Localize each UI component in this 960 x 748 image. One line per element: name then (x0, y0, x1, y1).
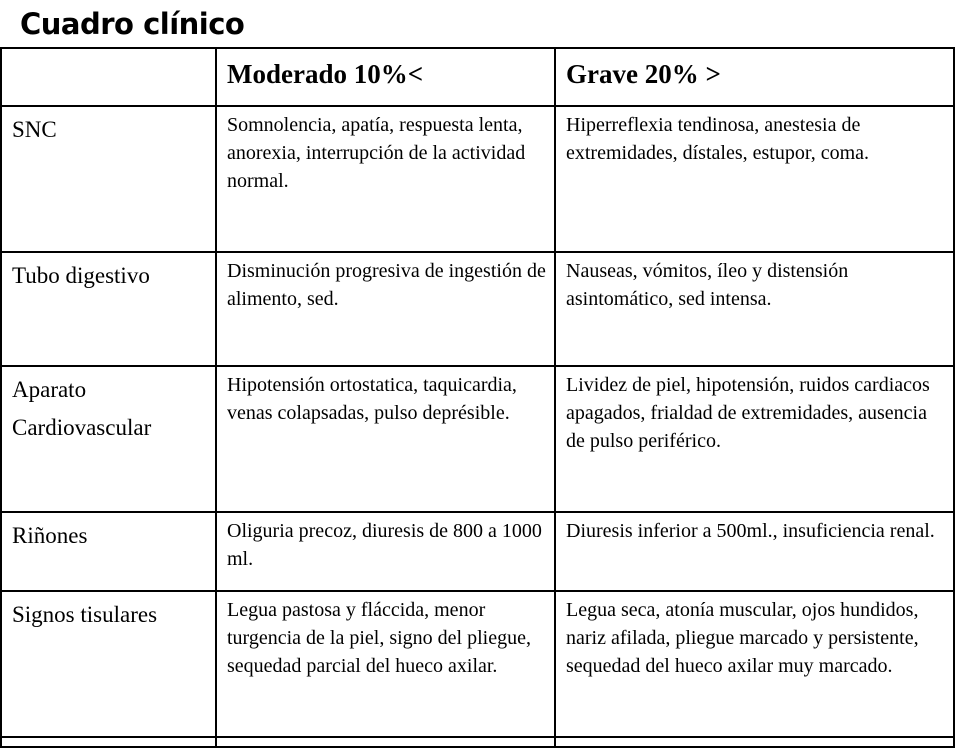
moderate-text: Somnolencia, apatía, respuesta lenta, anorexia, interrupción de la actividad normal. (227, 114, 526, 192)
page-title: Cuadro clínico (20, 7, 245, 41)
category-cell (1, 512, 216, 591)
category-label: Signos tisulares (12, 602, 158, 627)
severe-text: Legua seca, atonía muscular, ojos hundidos, nariz afilada, pliegue marcado y persistente, sequedad del hueco axilar muy marcado. (566, 599, 919, 677)
severe-text: Nauseas, vómitos, íleo y distensión asintomático, sed intensa. (566, 260, 849, 310)
header-blank-cell (1, 48, 216, 106)
moderate-text: Hipotensión ortostatica, taquicardia, venas colapsadas, pulso deprésible. (227, 374, 517, 424)
category-cell (1, 366, 216, 512)
header-severe-label: Grave 20% > (566, 59, 721, 89)
moderate-text: Legua pastosa y fláccida, menor turgencia de la piel, signo del pliegue, sequedad parcial del hueco axilar. (227, 599, 531, 677)
category-cell (1, 106, 216, 252)
table-row (1, 512, 954, 591)
moderate-text: Disminución progresiva de ingestión de alimento, sed. (227, 260, 546, 310)
table-row-cutoff (1, 737, 954, 747)
severe-cell (555, 591, 954, 737)
moderate-cell (216, 591, 555, 737)
empty-cell (555, 737, 954, 747)
severe-cell (555, 252, 954, 366)
empty-cell (1, 737, 216, 747)
header-moderate (216, 48, 555, 106)
severe-text: Lividez de piel, hipotensión, ruidos cardiacos apagados, frialdad de extremidades, ausencia de pulso periférico. (566, 374, 930, 452)
severe-cell (555, 512, 954, 591)
category-label: SNC (12, 117, 57, 142)
moderate-cell (216, 252, 555, 366)
table-header-row (1, 48, 954, 106)
header-severe (555, 48, 954, 106)
table-row (1, 591, 954, 737)
severe-text: Hiperreflexia tendinosa, anestesia de extremidades, dístales, estupor, coma. (566, 114, 869, 164)
severe-cell (555, 106, 954, 252)
category-cell (1, 252, 216, 366)
category-cell (1, 591, 216, 737)
category-label: Tubo digestivo (12, 263, 150, 288)
clinical-table (0, 47, 955, 748)
moderate-cell (216, 106, 555, 252)
moderate-text: Oliguria precoz, diuresis de 800 a 1000 ml. (227, 520, 542, 570)
table-row (1, 252, 954, 366)
header-moderate-label: Moderado 10%< (227, 59, 424, 89)
empty-cell (216, 737, 555, 747)
severe-text: Diuresis inferior a 500ml., insuficiencia renal. (566, 520, 935, 542)
moderate-cell (216, 512, 555, 591)
severe-cell (555, 366, 954, 512)
category-label: Aparato Cardiovascular (12, 377, 152, 440)
table-row (1, 106, 954, 252)
table-row (1, 366, 954, 512)
category-label: Riñones (12, 523, 88, 548)
moderate-cell (216, 366, 555, 512)
